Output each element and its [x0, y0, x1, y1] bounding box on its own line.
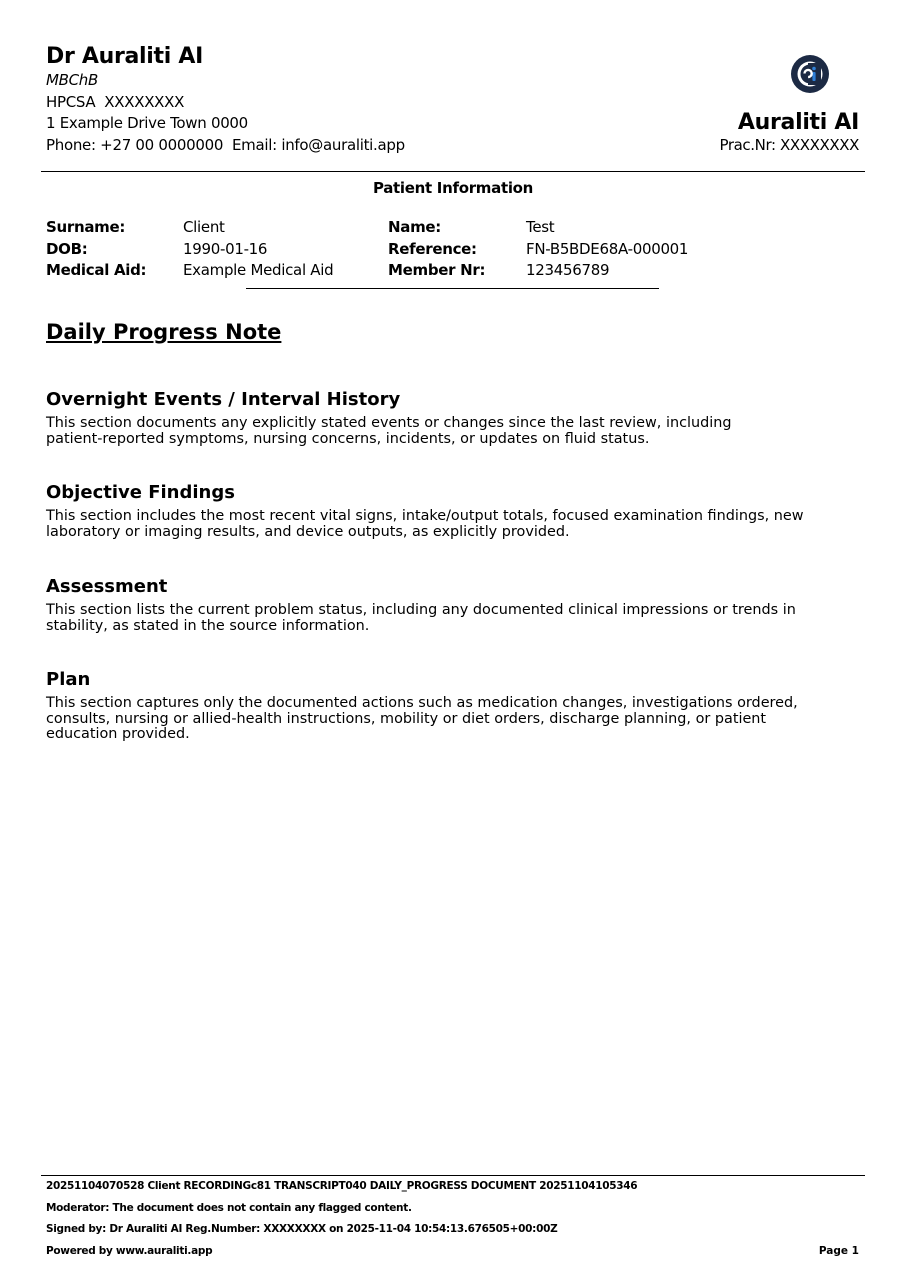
patient-info-divider	[246, 288, 659, 289]
footer-moderator: Moderator: The document does not contain any flagged content.	[46, 1202, 412, 1214]
footer-divider	[41, 1175, 865, 1176]
footer-signed-by: Signed by: Dr Auraliti AI Reg.Number: XXXXXXXX on 2025-11-04 10:54:13.676505+00:00Z	[46, 1223, 558, 1235]
reference-label: Reference:	[388, 240, 477, 258]
section-body-line: This section captures only the documented actions such as medication changes, investigations ordered,	[46, 695, 798, 711]
dob-value: 1990-01-16	[183, 240, 268, 258]
member-nr-value: 123456789	[526, 261, 610, 279]
header-divider	[41, 171, 865, 172]
medical-aid-label: Medical Aid:	[46, 261, 147, 279]
section-body	[46, 509, 866, 540]
patient-info-title: Patient Information	[372, 179, 534, 197]
name-value: Test	[526, 218, 555, 236]
note-title: Daily Progress Note	[46, 320, 282, 344]
section-heading: Assessment	[46, 576, 168, 597]
practice-address: 1 Example Drive Town 0000	[46, 114, 248, 132]
name-label: Name:	[388, 218, 441, 236]
practice-number: Prac.Nr: XXXXXXXX	[719, 136, 859, 154]
footer-document-id: 20251104070528 Client RECORDINGc81 TRANSCRIPT040 DAILY_PROGRESS DOCUMENT 20251104105346	[46, 1180, 638, 1192]
dob-label: DOB:	[46, 240, 88, 258]
section-body	[46, 416, 866, 447]
member-nr-label: Member Nr:	[388, 261, 486, 279]
section-body-line: stability, as stated in the source information.	[46, 617, 370, 634]
section-body-line: This section includes the most recent vital signs, intake/output totals, focused examination findings, new	[46, 508, 804, 524]
hpcsa-number: HPCSA XXXXXXXX	[46, 93, 185, 111]
auraliti-logo-icon	[791, 55, 829, 93]
reference-value: FN-B5BDE68A-000001	[526, 240, 689, 258]
surname-label: Surname:	[46, 218, 126, 236]
section-body	[46, 696, 866, 743]
footer-powered-by: Powered by www.auraliti.app	[46, 1245, 213, 1257]
doctor-name: Dr Auraliti AI	[46, 44, 203, 69]
section-heading: Objective Findings	[46, 482, 235, 503]
medical-aid-value: Example Medical Aid	[183, 261, 334, 279]
section-body-line: patient-reported symptoms, nursing concerns, incidents, or updates on fluid status.	[46, 430, 650, 447]
section-body-line: laboratory or imaging results, and device outputs, as explicitly provided.	[46, 523, 570, 540]
surname-value: Client	[183, 218, 225, 236]
practice-contact: Phone: +27 00 0000000 Email: info@auraliti.app	[46, 136, 405, 154]
section-body-line: consults, nursing or allied-health instructions, mobility or diet orders, discharge planning, or patient	[46, 710, 767, 727]
doctor-qualification: MBChB	[46, 71, 99, 89]
section-body-line: education provided.	[46, 726, 190, 743]
section-body-line: This section documents any explicitly stated events or changes since the last review, including	[46, 415, 732, 431]
page-number: Page 1	[818, 1245, 859, 1257]
section-heading: Plan	[46, 669, 91, 690]
brand-name: Auraliti AI	[737, 110, 859, 135]
section-body	[46, 603, 866, 634]
section-body-line: This section lists the current problem status, including any documented clinical impressions or trends in	[46, 602, 796, 618]
section-heading: Overnight Events / Interval History	[46, 389, 401, 410]
